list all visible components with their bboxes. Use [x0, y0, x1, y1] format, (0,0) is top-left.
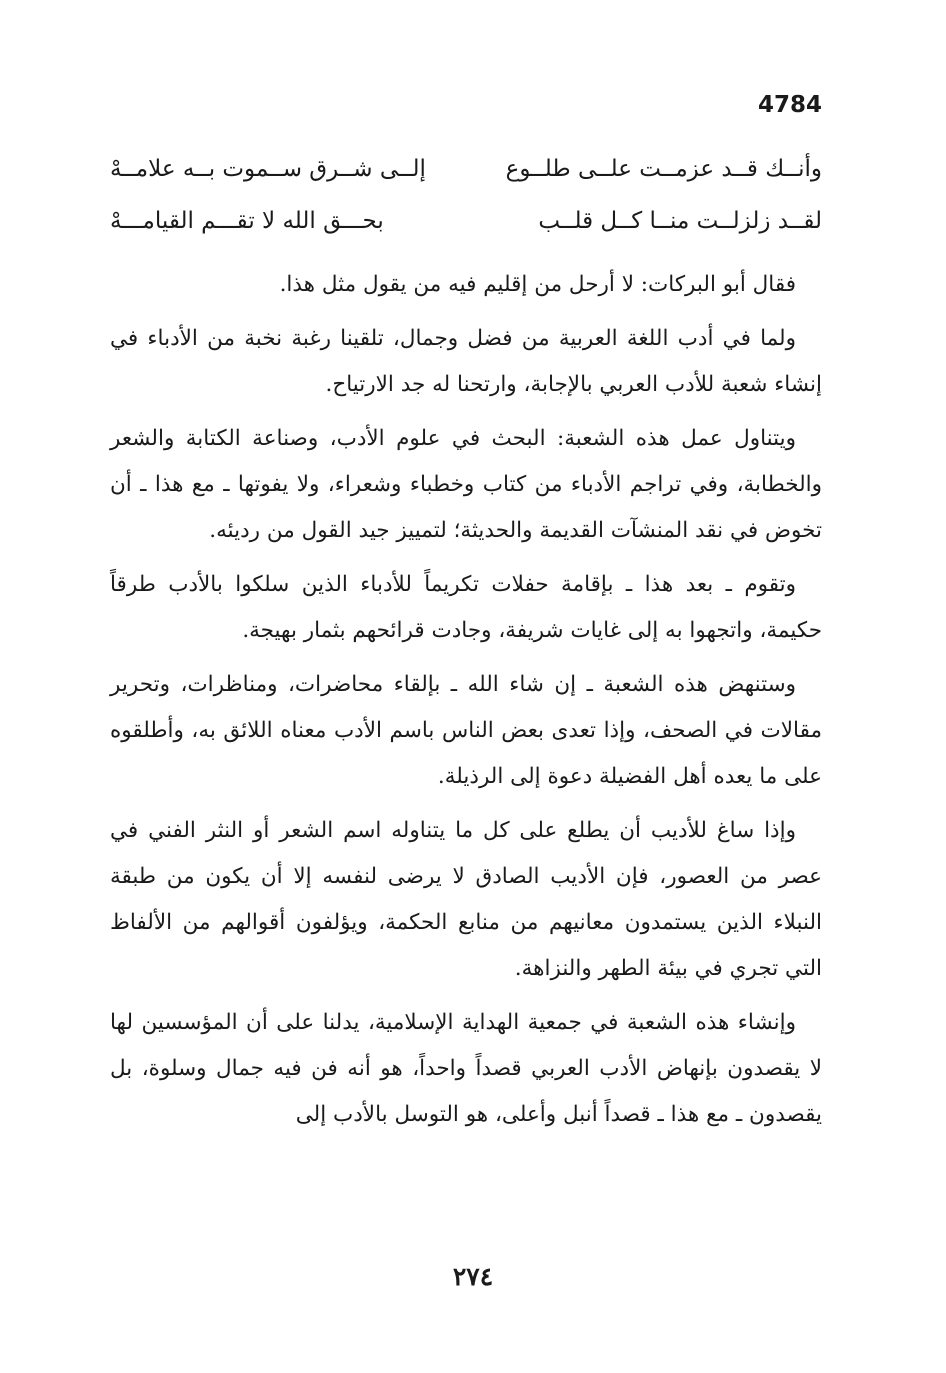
- verse-line: [110, 208, 822, 242]
- paragraph: وإذا ساغ للأديب أن يطلع على كل ما يتناوله اسم الشعر أو النثر الفني في عصر من العصور، فإن الأديب الصادق لا يرضى لنفسه إلا أن يكون من طبقة النبلاء الذين يستمدون معانيهم من منابع الحكمة، ويؤلفون أقوالهم من الألفاظ التي تجري في بيئة الطهر والنزاهة.: [110, 818, 822, 981]
- verse-second-hemistich: إلــى شــرق ســموت بــه علامــهْ: [110, 156, 426, 182]
- paragraph: وإنشاء هذه الشعبة في جمعية الهداية الإسلامية، يدلنا على أن المؤسسين لها لا يقصدون بإنهاض الأدب العربي قصداً واحداً، هو أنه فن فيه جمال وسلوة، بل يقصدون ـ مع هذا ـ قصداً أنبل وأعلى، هو التوسل بالأدب إلى: [110, 1010, 822, 1127]
- verse-first-hemistich: وأنــك قــد عزمــت علــى طلــوع: [505, 156, 822, 182]
- paragraph: وتقوم ـ بعد هذا ـ بإقامة حفلات تكريماً للأدباء الذين سلكوا بالأدب طرقاً حكيمة، واتجهوا به إلى غايات شريفة، وجادت قرائحهم بثمار بهيجة.: [110, 572, 822, 643]
- verse-second-hemistich: بحـــق الله لا تقـــم القيامـــهْ: [110, 208, 384, 234]
- body-text: [110, 262, 822, 1146]
- paragraph: ولما في أدب اللغة العربية من فضل وجمال، تلقينا رغبة نخبة من الأدباء في إنشاء شعبة للأدب العربي بالإجابة، وارتحنا له جد الارتياح.: [110, 326, 822, 397]
- paragraph: ويتناول عمل هذه الشعبة: البحث في علوم الأدب، وصناعة الكتابة والشعر والخطابة، وفي تراجم الأدباء من كتاب وخطباء وشعراء، ولا يفوتها ـ مع هذا ـ أن تخوض في نقد المنشآت القديمة والحديثة؛ لتمييز جيد القول من رديئه.: [110, 426, 822, 543]
- paragraph: وستنهض هذه الشعبة ـ إن شاء الله ـ بإلقاء محاضرات، ومناظرات، وتحرير مقالات في الصحف، وإذا تعدى بعض الناس باسم الأدب معناه اللائق به، وأطلقوه على ما يعده أهل الفضيلة دعوة إلى الرذيلة.: [110, 672, 822, 789]
- verse-line: [110, 156, 822, 190]
- page-id: 4784: [757, 92, 822, 118]
- paragraph: فقال أبو البركات: لا أرحل من إقليم فيه من يقول مثل هذا.: [279, 272, 796, 297]
- page-number: ٢٧٤: [452, 1262, 494, 1291]
- verse-first-hemistich: لقــد زلزلــت منــا كــل قلــب: [538, 208, 822, 234]
